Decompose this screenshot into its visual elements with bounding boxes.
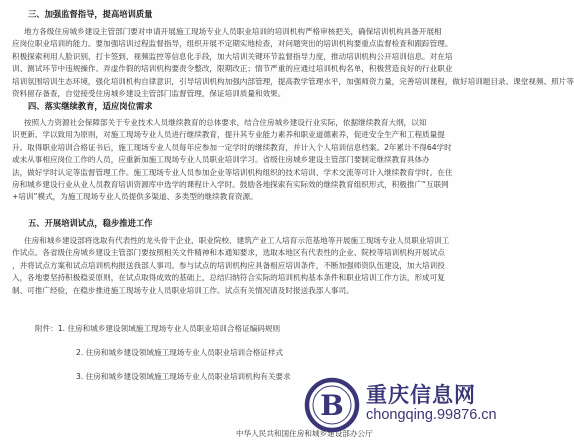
section-5-paragraph	[12, 235, 490, 297]
paragraph-line: 地方各级住房城乡建设主管部门要对申请开展施工现场专业人员职业培训的培训机构严格审核把关，确保培训机构具备开展相	[24, 27, 442, 36]
paragraph-line: 应岗位职业培训的能力。要加强培训过程监督指导，组织开展不定期实地检查，对问题突出的培训机构要重点监督检查和跟踪管理。	[12, 39, 453, 49]
paragraph-line: 训、测试环节中违规操作、弄虚作假的培训机构要责令整改，限期改正；情节严重的应通过培训机构名单，积极营造良好的行业职业	[12, 64, 453, 74]
paragraph-line: 房和城乡建设行业从业人员教育培训资源库中选学的课程计入学时。鼓励各地探索有实际效的继续教育组织形式，积极推广“互联网	[12, 180, 449, 190]
attachment-item-2: 2. 住房和城乡建设领域施工现场专业人员职业培训合格证样式	[76, 348, 284, 357]
paragraph-line: 入，各地要坚持积极稳妥原则，在试点取得成效的基础上，总结归纳符合实际的培训机构基本条件和职业培训工作方法，形成可复	[12, 273, 445, 283]
attachment-item-3: 3. 住房和城乡建设领域施工现场专业人员职业培训机构有关要求	[76, 372, 291, 381]
watermark-site-name: 重庆信息网	[366, 382, 476, 407]
paragraph-line: +培训”模式，为施工现场专业人员提供多渠道、多类型的继续教育资源。	[12, 192, 258, 202]
paragraph-line: ，并将试点方案和试点培训机构报送我部人事司。参与试点的培训机构应具备相应培训条件，不断加强师资队伍建设，加大培训投	[12, 260, 445, 270]
paragraph-line: 识更新、学以致用为原则，对施工现场专业人员进行继续教育，提升其专业能力素养和职业道德素养，促进安全生产和工程质量提	[12, 130, 445, 140]
site-watermark	[304, 377, 497, 435]
section-4-heading: 四、落实继续教育，适应岗位需求	[28, 101, 153, 111]
paragraph-line: 资料留存备查，自觉接受住房城乡建设主管部门监督管理，保证培训质量和效果。	[12, 89, 286, 99]
paragraph-line: 住房和城乡建设部将选取有代表性的龙头骨干企业、职业院校、建筑产业工人培育示范基地等开展施工现场专业人员职业培训工	[24, 236, 450, 245]
watermark-site-url: chongqing.99876.cn	[366, 407, 497, 423]
section-3-paragraph	[12, 26, 574, 100]
issuing-office: 中华人民共和国住房和城乡建设部办公厅	[236, 429, 373, 438]
paragraph-line: 作试点。各省级住房城乡建设主管部门要按照相关文件精神和本通知要求，选取本地区有代表性的企业、院校等培训机构开展试点	[12, 248, 445, 258]
section-4-paragraph	[12, 117, 490, 204]
section-3-heading: 三、加强监督指导，提高培训质量	[28, 9, 153, 19]
paragraph-line: 积极探索利用人脸识别、打卡签到、视频监控等信息化手段，加大培训关键环节监督指导力度，推动培训机构公开培训信息。对在培	[12, 51, 453, 61]
paragraph-line: 法，做好学时认定等监督管理工作。施工现场专业人员参加企业等培训机构组织的技术培训、学术交流等可计入继续教育学时。在住	[12, 167, 453, 177]
paragraph-line: 按照人力资源社会保障部关于专业技术人员继续教育的总体要求，结合住房城乡建设行业实际，依据继续教育大纲，以知	[24, 118, 427, 127]
section-5-heading: 五、开展培训试点，稳步推进工作	[28, 218, 153, 228]
paragraph-line: 培训氛围培训生态环境，强化培训机构自律意识，引导培训机构加强内部管理，提高教学管理水平，加强师资力量，完善培训课程，做好培训题目录、课堂视频、照片等	[12, 76, 574, 86]
watermark-logo-icon	[304, 377, 360, 433]
watermark-logo-letter: B	[320, 389, 344, 422]
attachment-item-1: 附件：1. 住房和城乡建设领域施工现场专业人员职业培训合格证编码规则	[35, 324, 281, 333]
paragraph-line: 制、可推广经验，在稳步推进施工现场专业人员职业培训工作。试点有关情况请及时报送我部人事司。	[12, 285, 354, 295]
paragraph-line: 升。取得职业培训合格证书后，施工现场专业人员每年应参加一定学时的继续教育，并计入个人培训信息档案。2年累计不得64学时	[12, 142, 452, 152]
paragraph-line: 或未从事相应岗位工作的人员，应重新加施工现场专业人员职业培训学习。省级住房城乡建设主管部门要制定继续教育具体办	[12, 155, 430, 165]
